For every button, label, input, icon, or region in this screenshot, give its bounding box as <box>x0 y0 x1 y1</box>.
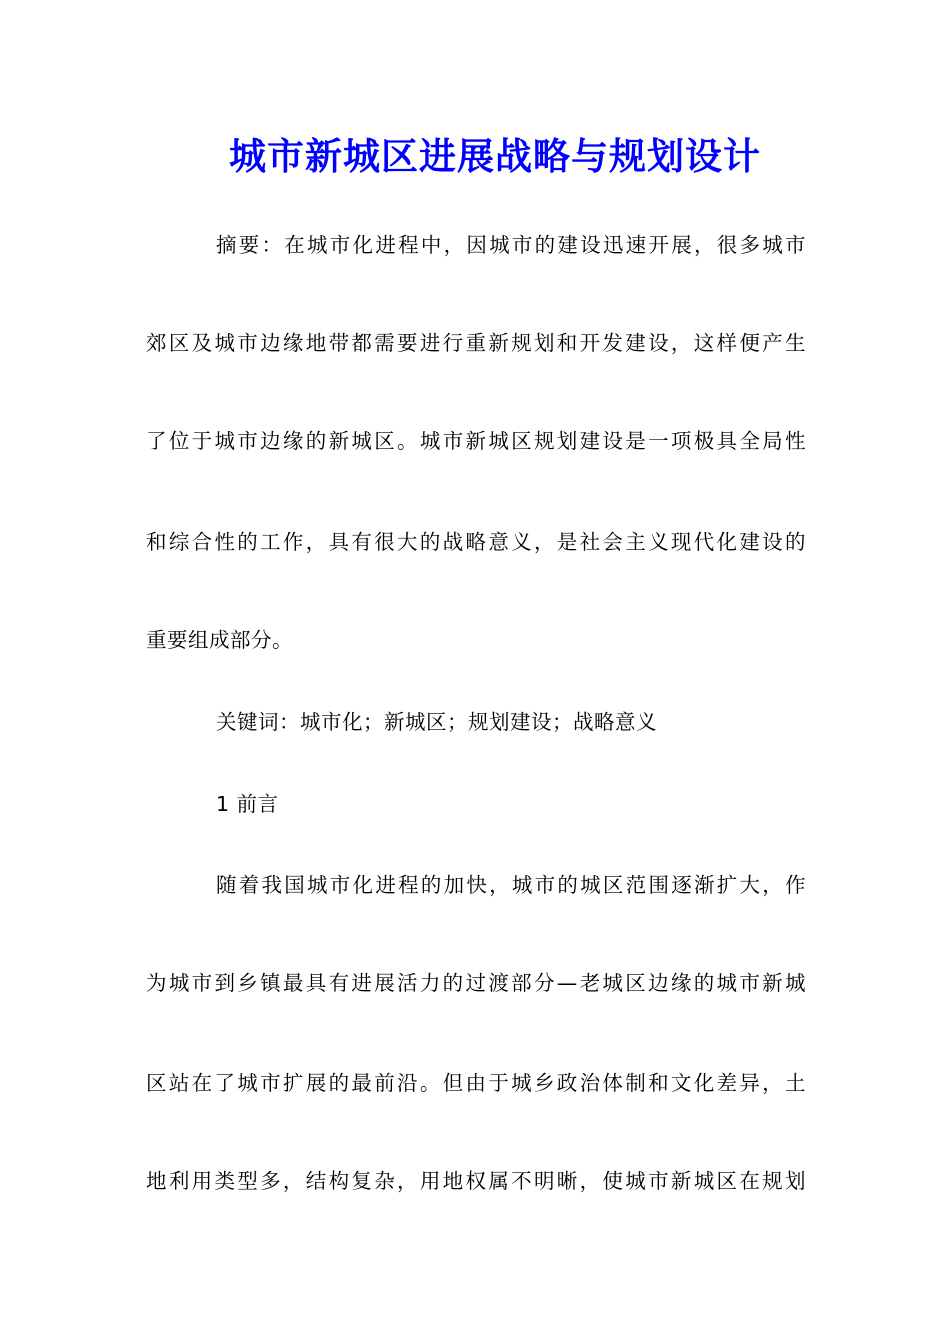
document-title: 城市新城区进展战略与规划设计 <box>229 134 761 178</box>
abstract-line: 和综合性的工作，具有很大的战略意义，是社会主义现代化建设的 <box>146 530 806 554</box>
abstract-line: 重要组成部分。 <box>146 628 293 652</box>
abstract-line: 了位于城市边缘的新城区。城市新城区规划建设是一项极具全局性 <box>146 429 806 453</box>
abstract-line: 摘要：在城市化进程中，因城市的建设迅速开展，很多城市 <box>216 233 806 257</box>
section-heading: 1 前言 <box>216 792 279 816</box>
body-line: 区站在了城市扩展的最前沿。但由于城乡政治体制和文化差异，土 <box>146 1071 806 1095</box>
body-line: 为城市到乡镇最具有进展活力的过渡部分—老城区边缘的城市新城 <box>146 971 806 995</box>
keywords-line: 关键词：城市化；新城区；规划建设；战略意义 <box>216 710 657 734</box>
body-line: 地利用类型多，结构复杂，用地权属不明晰，使城市新城区在规划 <box>146 1169 806 1193</box>
body-line: 随着我国城市化进程的加快，城市的城区范围逐渐扩大，作 <box>216 873 806 897</box>
abstract-line: 郊区及城市边缘地带都需要进行重新规划和开发建设，这样便产生 <box>146 331 806 355</box>
